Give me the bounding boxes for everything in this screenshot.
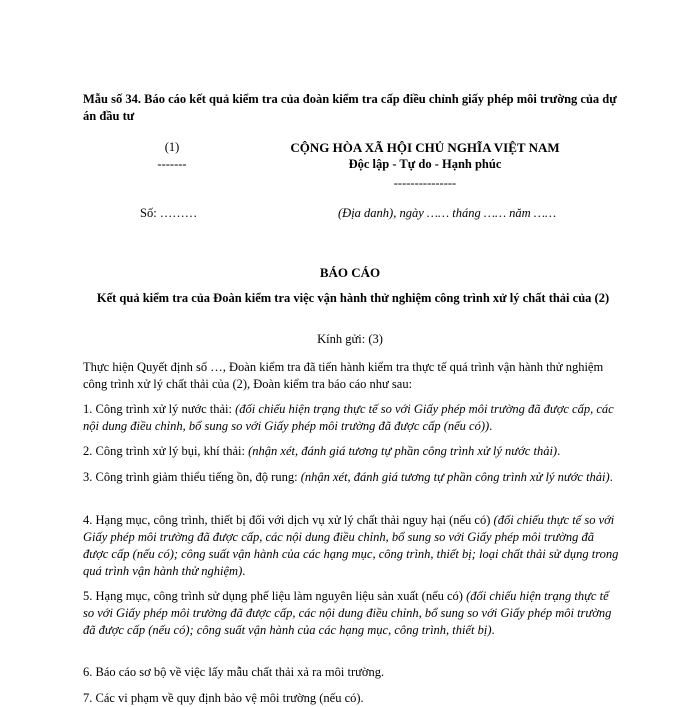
form-title: Mẫu số 34. Báo cáo kết quả kiểm tra của đoàn kiểm tra cấp điều chỉnh giấy phép môi trường của dự án đầu tư [83, 92, 617, 123]
item-tail: . [557, 444, 561, 458]
place-and-date: (Địa danh), ngày …… tháng …… năm …… [338, 206, 557, 220]
item-text: 7. Các vi phạm về quy định bảo vệ môi trường (nếu có). [83, 691, 364, 705]
item-text: 3. Công trình giảm thiểu tiếng ồn, độ rung: [83, 470, 301, 484]
agency-divider: ------- [157, 157, 187, 171]
document-number: Số: ……… [140, 206, 198, 220]
item-text: 5. Hạng mục, công trình sử dụng phế liệu làm nguyên liệu sản xuất (nếu có) [83, 589, 467, 603]
report-item [83, 690, 619, 707]
report-item [83, 588, 619, 639]
item-note: (đối chiếu hiện trạng thực tế so với Giấy phép môi trường đã được cấp, các nội dung điều chỉnh, bổ sung so với Giấy phép môi trường đã được cấp (nếu có); công suất vận hành của các hạng mục, công trình, thiết bị) [83, 589, 612, 637]
motto-divider: --------------- [393, 176, 457, 190]
report-item [83, 512, 619, 580]
report-item [83, 401, 619, 435]
agency-number: (1) [164, 140, 180, 154]
report-item [83, 443, 619, 460]
national-motto: Độc lập - Tự do - Hạnh phúc [348, 157, 502, 171]
item-text: 1. Công trình xử lý nước thải: [83, 402, 236, 416]
item-note: (nhận xét, đánh giá tương tự phần công trình xử lý nước thải) [248, 444, 558, 458]
item-note: (đối chiếu thực tế so với Giấy phép môi trường đã được cấp, các nội dung điều chỉnh, bổ sung so với Giấy phép môi trường đã được cấp (nếu có); công suất vận hành của các hạng mục, công trình, thiết bị; loại chất thải sử dụng trong quá trình vận hành thử nghiệm) [83, 513, 619, 578]
national-title: CỘNG HÒA XÃ HỘI CHỦ NGHĨA VIỆT NAM [290, 140, 560, 155]
item-text: 6. Báo cáo sơ bộ về việc lấy mẫu chất thải xả ra môi trường. [83, 665, 385, 679]
report-item [83, 664, 619, 681]
item-tail: . [489, 419, 493, 433]
item-note: (đối chiếu hiện trạng thực tế so với Giấy phép môi trường đã được cấp, các nội dung điều chỉnh, bổ sung so với Giấy phép môi trường đã được cấp (nếu có)) [83, 402, 614, 433]
item-text: 4. Hạng mục, công trình, thiết bị đối với dịch vụ xử lý chất thải nguy hại (nếu có) [83, 513, 494, 527]
item-tail: . [609, 470, 613, 484]
item-text: 2. Công trình xử lý bụi, khí thải: [83, 444, 249, 458]
item-tail: . [491, 623, 495, 637]
item-tail: . [242, 564, 246, 578]
item-note: (nhận xét, đánh giá tương tự phần công trình xử lý nước thải) [300, 470, 610, 484]
intro-paragraph: Thực hiện Quyết định số …, Đoàn kiểm tra đã tiến hành kiểm tra thực tế quá trình vận hành thử nghiệm công trình xử lý chất thải của (2), Đoàn kiểm tra báo cáo như sau: [83, 360, 604, 391]
report-heading: BÁO CÁO [319, 265, 381, 280]
report-subtitle: Kết quả kiểm tra của Đoàn kiểm tra việc vận hành thử nghiệm công trình xử lý chất thải của (2) [96, 291, 610, 305]
recipient-line: Kính gửi: (3) [317, 332, 383, 346]
report-item [83, 469, 619, 486]
